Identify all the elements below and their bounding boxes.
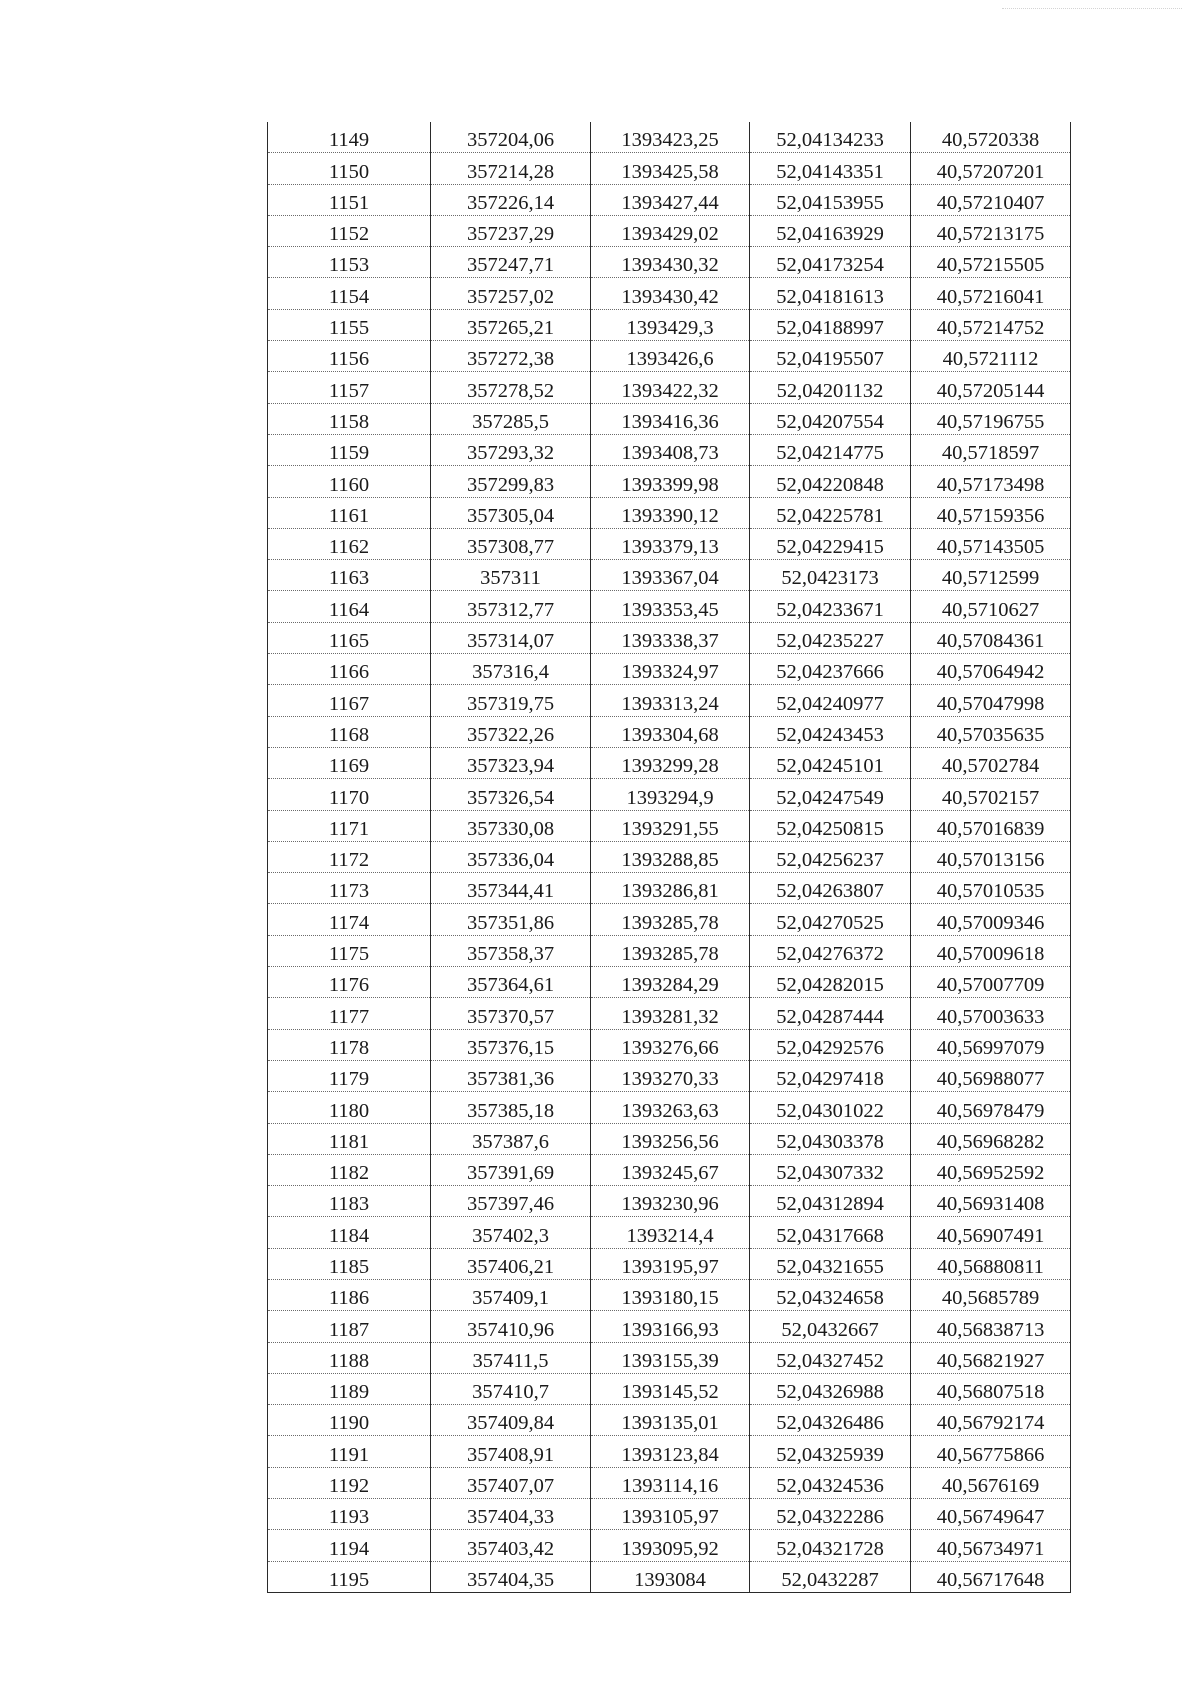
point-number-cell: 1184	[268, 1217, 431, 1248]
table-row	[268, 747, 1071, 778]
x-coordinate-cell: 357226,14	[431, 184, 591, 215]
y-coordinate-cell: 1393423,25	[591, 122, 750, 153]
coordinates-table-body	[268, 122, 1071, 1592]
x-coordinate-cell: 357214,28	[431, 153, 591, 184]
x-coordinate-cell: 357402,3	[431, 1217, 591, 1248]
longitude-cell: 40,57013156	[911, 841, 1071, 872]
latitude-cell: 52,04188997	[750, 309, 911, 340]
x-coordinate-cell: 357404,33	[431, 1499, 591, 1530]
y-coordinate-cell: 1393270,33	[591, 1060, 750, 1091]
table-row	[268, 967, 1071, 998]
table-row	[268, 247, 1071, 278]
table-row	[268, 685, 1071, 716]
longitude-cell: 40,56952592	[911, 1154, 1071, 1185]
latitude-cell: 52,04233671	[750, 591, 911, 622]
longitude-cell: 40,5718597	[911, 434, 1071, 465]
x-coordinate-cell: 357409,1	[431, 1279, 591, 1310]
x-coordinate-cell: 357204,06	[431, 122, 591, 153]
y-coordinate-cell: 1393245,67	[591, 1154, 750, 1185]
table-row	[268, 779, 1071, 810]
x-coordinate-cell: 357319,75	[431, 685, 591, 716]
table-row	[268, 309, 1071, 340]
latitude-cell: 52,04256237	[750, 841, 911, 872]
point-number-cell: 1176	[268, 967, 431, 998]
table-row	[268, 873, 1071, 904]
longitude-cell: 40,57009346	[911, 904, 1071, 935]
table-row	[268, 1530, 1071, 1561]
y-coordinate-cell: 1393429,02	[591, 215, 750, 246]
table-row	[268, 1279, 1071, 1310]
table-row	[268, 1467, 1071, 1498]
point-number-cell: 1152	[268, 215, 431, 246]
table-row	[268, 560, 1071, 591]
longitude-cell: 40,5710627	[911, 591, 1071, 622]
y-coordinate-cell: 1393195,97	[591, 1248, 750, 1279]
longitude-cell: 40,57213175	[911, 215, 1071, 246]
table-row	[268, 935, 1071, 966]
longitude-cell: 40,57035635	[911, 716, 1071, 747]
latitude-cell: 52,04321655	[750, 1248, 911, 1279]
y-coordinate-cell: 1393353,45	[591, 591, 750, 622]
longitude-cell: 40,57216041	[911, 278, 1071, 309]
latitude-cell: 52,04143351	[750, 153, 911, 184]
point-number-cell: 1189	[268, 1373, 431, 1404]
table-row	[268, 1342, 1071, 1373]
point-number-cell: 1154	[268, 278, 431, 309]
coordinates-table	[267, 122, 1071, 1593]
latitude-cell: 52,04134233	[750, 122, 911, 153]
x-coordinate-cell: 357257,02	[431, 278, 591, 309]
point-number-cell: 1185	[268, 1248, 431, 1279]
point-number-cell: 1192	[268, 1467, 431, 1498]
x-coordinate-cell: 357408,91	[431, 1436, 591, 1467]
y-coordinate-cell: 1393276,66	[591, 1029, 750, 1060]
table-row	[268, 278, 1071, 309]
longitude-cell: 40,57205144	[911, 372, 1071, 403]
latitude-cell: 52,04321728	[750, 1530, 911, 1561]
x-coordinate-cell: 357237,29	[431, 215, 591, 246]
table-row	[268, 466, 1071, 497]
point-number-cell: 1161	[268, 497, 431, 528]
point-number-cell: 1187	[268, 1311, 431, 1342]
latitude-cell: 52,04301022	[750, 1092, 911, 1123]
longitude-cell: 40,57009618	[911, 935, 1071, 966]
x-coordinate-cell: 357407,07	[431, 1467, 591, 1498]
longitude-cell: 40,5685789	[911, 1279, 1071, 1310]
table-row	[268, 810, 1071, 841]
latitude-cell: 52,04270525	[750, 904, 911, 935]
longitude-cell: 40,57210407	[911, 184, 1071, 215]
latitude-cell: 52,04225781	[750, 497, 911, 528]
longitude-cell: 40,57084361	[911, 622, 1071, 653]
longitude-cell: 40,56821927	[911, 1342, 1071, 1373]
y-coordinate-cell: 1393379,13	[591, 528, 750, 559]
latitude-cell: 52,04243453	[750, 716, 911, 747]
point-number-cell: 1159	[268, 434, 431, 465]
x-coordinate-cell: 357305,04	[431, 497, 591, 528]
x-coordinate-cell: 357397,46	[431, 1186, 591, 1217]
y-coordinate-cell: 1393284,29	[591, 967, 750, 998]
point-number-cell: 1190	[268, 1405, 431, 1436]
x-coordinate-cell: 357376,15	[431, 1029, 591, 1060]
y-coordinate-cell: 1393416,36	[591, 403, 750, 434]
y-coordinate-cell: 1393281,32	[591, 998, 750, 1029]
point-number-cell: 1179	[268, 1060, 431, 1091]
y-coordinate-cell: 1393429,3	[591, 309, 750, 340]
y-coordinate-cell: 1393263,63	[591, 1092, 750, 1123]
latitude-cell: 52,04307332	[750, 1154, 911, 1185]
longitude-cell: 40,57196755	[911, 403, 1071, 434]
longitude-cell: 40,56838713	[911, 1311, 1071, 1342]
x-coordinate-cell: 357410,7	[431, 1373, 591, 1404]
x-coordinate-cell: 357385,18	[431, 1092, 591, 1123]
point-number-cell: 1156	[268, 341, 431, 372]
y-coordinate-cell: 1393288,85	[591, 841, 750, 872]
y-coordinate-cell: 1393105,97	[591, 1499, 750, 1530]
point-number-cell: 1177	[268, 998, 431, 1029]
table-row	[268, 1154, 1071, 1185]
longitude-cell: 40,57047998	[911, 685, 1071, 716]
latitude-cell: 52,04250815	[750, 810, 911, 841]
point-number-cell: 1183	[268, 1186, 431, 1217]
point-number-cell: 1180	[268, 1092, 431, 1123]
longitude-cell: 40,56792174	[911, 1405, 1071, 1436]
point-number-cell: 1182	[268, 1154, 431, 1185]
point-number-cell: 1194	[268, 1530, 431, 1561]
table-row	[268, 1405, 1071, 1436]
table-row	[268, 497, 1071, 528]
longitude-cell: 40,56734971	[911, 1530, 1071, 1561]
x-coordinate-cell: 357299,83	[431, 466, 591, 497]
x-coordinate-cell: 357278,52	[431, 372, 591, 403]
table-row	[268, 841, 1071, 872]
point-number-cell: 1150	[268, 153, 431, 184]
y-coordinate-cell: 1393313,24	[591, 685, 750, 716]
point-number-cell: 1175	[268, 935, 431, 966]
table-row	[268, 1436, 1071, 1467]
latitude-cell: 52,04235227	[750, 622, 911, 653]
x-coordinate-cell: 357323,94	[431, 747, 591, 778]
latitude-cell: 52,04324536	[750, 1467, 911, 1498]
longitude-cell: 40,5720338	[911, 122, 1071, 153]
x-coordinate-cell: 357285,5	[431, 403, 591, 434]
latitude-cell: 52,04325939	[750, 1436, 911, 1467]
table-row	[268, 341, 1071, 372]
table-row	[268, 1373, 1071, 1404]
point-number-cell: 1163	[268, 560, 431, 591]
table-row	[268, 215, 1071, 246]
longitude-cell: 40,57143505	[911, 528, 1071, 559]
table-row	[268, 372, 1071, 403]
table-row	[268, 122, 1071, 153]
x-coordinate-cell: 357293,32	[431, 434, 591, 465]
latitude-cell: 52,04247549	[750, 779, 911, 810]
y-coordinate-cell: 1393430,42	[591, 278, 750, 309]
y-coordinate-cell: 1393135,01	[591, 1405, 750, 1436]
y-coordinate-cell: 1393166,93	[591, 1311, 750, 1342]
x-coordinate-cell: 357387,6	[431, 1123, 591, 1154]
y-coordinate-cell: 1393285,78	[591, 935, 750, 966]
point-number-cell: 1171	[268, 810, 431, 841]
longitude-cell: 40,57173498	[911, 466, 1071, 497]
y-coordinate-cell: 1393299,28	[591, 747, 750, 778]
y-coordinate-cell: 1393426,6	[591, 341, 750, 372]
point-number-cell: 1166	[268, 654, 431, 685]
table-row	[268, 622, 1071, 653]
longitude-cell: 40,56997079	[911, 1029, 1071, 1060]
latitude-cell: 52,04326988	[750, 1373, 911, 1404]
y-coordinate-cell: 1393214,4	[591, 1217, 750, 1248]
longitude-cell: 40,56907491	[911, 1217, 1071, 1248]
latitude-cell: 52,04181613	[750, 278, 911, 309]
y-coordinate-cell: 1393114,16	[591, 1467, 750, 1498]
latitude-cell: 52,04297418	[750, 1060, 911, 1091]
x-coordinate-cell: 357351,86	[431, 904, 591, 935]
latitude-cell: 52,04326486	[750, 1405, 911, 1436]
y-coordinate-cell: 1393304,68	[591, 716, 750, 747]
y-coordinate-cell: 1393338,37	[591, 622, 750, 653]
longitude-cell: 40,57016839	[911, 810, 1071, 841]
table-row	[268, 1092, 1071, 1123]
table-row	[268, 434, 1071, 465]
longitude-cell: 40,57207201	[911, 153, 1071, 184]
y-coordinate-cell: 1393084	[591, 1561, 750, 1592]
point-number-cell: 1195	[268, 1561, 431, 1592]
x-coordinate-cell: 357404,35	[431, 1561, 591, 1592]
latitude-cell: 52,04322286	[750, 1499, 911, 1530]
longitude-cell: 40,5712599	[911, 560, 1071, 591]
table-row	[268, 591, 1071, 622]
point-number-cell: 1149	[268, 122, 431, 153]
longitude-cell: 40,56807518	[911, 1373, 1071, 1404]
longitude-cell: 40,56968282	[911, 1123, 1071, 1154]
y-coordinate-cell: 1393095,92	[591, 1530, 750, 1561]
y-coordinate-cell: 1393430,32	[591, 247, 750, 278]
x-coordinate-cell: 357265,21	[431, 309, 591, 340]
x-coordinate-cell: 357364,61	[431, 967, 591, 998]
latitude-cell: 52,04201132	[750, 372, 911, 403]
x-coordinate-cell: 357247,71	[431, 247, 591, 278]
latitude-cell: 52,04317668	[750, 1217, 911, 1248]
point-number-cell: 1173	[268, 873, 431, 904]
latitude-cell: 52,04214775	[750, 434, 911, 465]
point-number-cell: 1157	[268, 372, 431, 403]
point-number-cell: 1181	[268, 1123, 431, 1154]
longitude-cell: 40,5702157	[911, 779, 1071, 810]
x-coordinate-cell: 357344,41	[431, 873, 591, 904]
point-number-cell: 1165	[268, 622, 431, 653]
point-number-cell: 1151	[268, 184, 431, 215]
longitude-cell: 40,56775866	[911, 1436, 1071, 1467]
latitude-cell: 52,0432667	[750, 1311, 911, 1342]
x-coordinate-cell: 357322,26	[431, 716, 591, 747]
latitude-cell: 52,04303378	[750, 1123, 911, 1154]
point-number-cell: 1164	[268, 591, 431, 622]
latitude-cell: 52,04292576	[750, 1029, 911, 1060]
table-row	[268, 1060, 1071, 1091]
y-coordinate-cell: 1393399,98	[591, 466, 750, 497]
table-row	[268, 904, 1071, 935]
longitude-cell: 40,5702784	[911, 747, 1071, 778]
point-number-cell: 1186	[268, 1279, 431, 1310]
latitude-cell: 52,04263807	[750, 873, 911, 904]
table-row	[268, 1186, 1071, 1217]
longitude-cell: 40,56717648	[911, 1561, 1071, 1592]
x-coordinate-cell: 357330,08	[431, 810, 591, 841]
y-coordinate-cell: 1393256,56	[591, 1123, 750, 1154]
x-coordinate-cell: 357358,37	[431, 935, 591, 966]
point-number-cell: 1162	[268, 528, 431, 559]
x-coordinate-cell: 357326,54	[431, 779, 591, 810]
latitude-cell: 52,04237666	[750, 654, 911, 685]
point-number-cell: 1160	[268, 466, 431, 497]
x-coordinate-cell: 357336,04	[431, 841, 591, 872]
longitude-cell: 40,57215505	[911, 247, 1071, 278]
longitude-cell: 40,56749647	[911, 1499, 1071, 1530]
x-coordinate-cell: 357272,38	[431, 341, 591, 372]
y-coordinate-cell: 1393427,44	[591, 184, 750, 215]
table-row	[268, 153, 1071, 184]
latitude-cell: 52,04276372	[750, 935, 911, 966]
x-coordinate-cell: 357308,77	[431, 528, 591, 559]
table-row	[268, 184, 1071, 215]
latitude-cell: 52,04312894	[750, 1186, 911, 1217]
point-number-cell: 1167	[268, 685, 431, 716]
y-coordinate-cell: 1393155,39	[591, 1342, 750, 1373]
y-coordinate-cell: 1393180,15	[591, 1279, 750, 1310]
y-coordinate-cell: 1393286,81	[591, 873, 750, 904]
table-row	[268, 1248, 1071, 1279]
table-row	[268, 403, 1071, 434]
point-number-cell: 1170	[268, 779, 431, 810]
point-number-cell: 1193	[268, 1499, 431, 1530]
longitude-cell: 40,5721112	[911, 341, 1071, 372]
x-coordinate-cell: 357406,21	[431, 1248, 591, 1279]
x-coordinate-cell: 357311	[431, 560, 591, 591]
longitude-cell: 40,5676169	[911, 1467, 1071, 1498]
table-row	[268, 1499, 1071, 1530]
y-coordinate-cell: 1393123,84	[591, 1436, 750, 1467]
y-coordinate-cell: 1393390,12	[591, 497, 750, 528]
latitude-cell: 52,04287444	[750, 998, 911, 1029]
y-coordinate-cell: 1393285,78	[591, 904, 750, 935]
latitude-cell: 52,04195507	[750, 341, 911, 372]
latitude-cell: 52,04245101	[750, 747, 911, 778]
table-row	[268, 654, 1071, 685]
longitude-cell: 40,57003633	[911, 998, 1071, 1029]
latitude-cell: 52,04327452	[750, 1342, 911, 1373]
longitude-cell: 40,57159356	[911, 497, 1071, 528]
scan-artifact	[1002, 8, 1182, 11]
latitude-cell: 52,04207554	[750, 403, 911, 434]
y-coordinate-cell: 1393408,73	[591, 434, 750, 465]
longitude-cell: 40,56880811	[911, 1248, 1071, 1279]
y-coordinate-cell: 1393324,97	[591, 654, 750, 685]
point-number-cell: 1155	[268, 309, 431, 340]
x-coordinate-cell: 357314,07	[431, 622, 591, 653]
x-coordinate-cell: 357381,36	[431, 1060, 591, 1091]
latitude-cell: 52,04240977	[750, 685, 911, 716]
x-coordinate-cell: 357312,77	[431, 591, 591, 622]
point-number-cell: 1169	[268, 747, 431, 778]
y-coordinate-cell: 1393291,55	[591, 810, 750, 841]
x-coordinate-cell: 357316,4	[431, 654, 591, 685]
latitude-cell: 52,04173254	[750, 247, 911, 278]
table-row	[268, 528, 1071, 559]
latitude-cell: 52,04220848	[750, 466, 911, 497]
table-row	[268, 998, 1071, 1029]
x-coordinate-cell: 357403,42	[431, 1530, 591, 1561]
point-number-cell: 1188	[268, 1342, 431, 1373]
latitude-cell: 52,04324658	[750, 1279, 911, 1310]
y-coordinate-cell: 1393230,96	[591, 1186, 750, 1217]
longitude-cell: 40,57214752	[911, 309, 1071, 340]
latitude-cell: 52,04282015	[750, 967, 911, 998]
latitude-cell: 52,0423173	[750, 560, 911, 591]
point-number-cell: 1174	[268, 904, 431, 935]
table-row	[268, 1311, 1071, 1342]
point-number-cell: 1191	[268, 1436, 431, 1467]
point-number-cell: 1153	[268, 247, 431, 278]
latitude-cell: 52,04229415	[750, 528, 911, 559]
table-row	[268, 716, 1071, 747]
point-number-cell: 1178	[268, 1029, 431, 1060]
y-coordinate-cell: 1393294,9	[591, 779, 750, 810]
x-coordinate-cell: 357410,96	[431, 1311, 591, 1342]
longitude-cell: 40,57010535	[911, 873, 1071, 904]
y-coordinate-cell: 1393145,52	[591, 1373, 750, 1404]
table-row	[268, 1029, 1071, 1060]
longitude-cell: 40,56931408	[911, 1186, 1071, 1217]
x-coordinate-cell: 357370,57	[431, 998, 591, 1029]
y-coordinate-cell: 1393425,58	[591, 153, 750, 184]
table-row	[268, 1561, 1071, 1592]
latitude-cell: 52,04153955	[750, 184, 911, 215]
longitude-cell: 40,56988077	[911, 1060, 1071, 1091]
table-row	[268, 1217, 1071, 1248]
y-coordinate-cell: 1393367,04	[591, 560, 750, 591]
point-number-cell: 1168	[268, 716, 431, 747]
latitude-cell: 52,04163929	[750, 215, 911, 246]
x-coordinate-cell: 357411,5	[431, 1342, 591, 1373]
x-coordinate-cell: 357409,84	[431, 1405, 591, 1436]
y-coordinate-cell: 1393422,32	[591, 372, 750, 403]
point-number-cell: 1172	[268, 841, 431, 872]
table-row	[268, 1123, 1071, 1154]
x-coordinate-cell: 357391,69	[431, 1154, 591, 1185]
latitude-cell: 52,0432287	[750, 1561, 911, 1592]
longitude-cell: 40,57007709	[911, 967, 1071, 998]
point-number-cell: 1158	[268, 403, 431, 434]
longitude-cell: 40,56978479	[911, 1092, 1071, 1123]
longitude-cell: 40,57064942	[911, 654, 1071, 685]
